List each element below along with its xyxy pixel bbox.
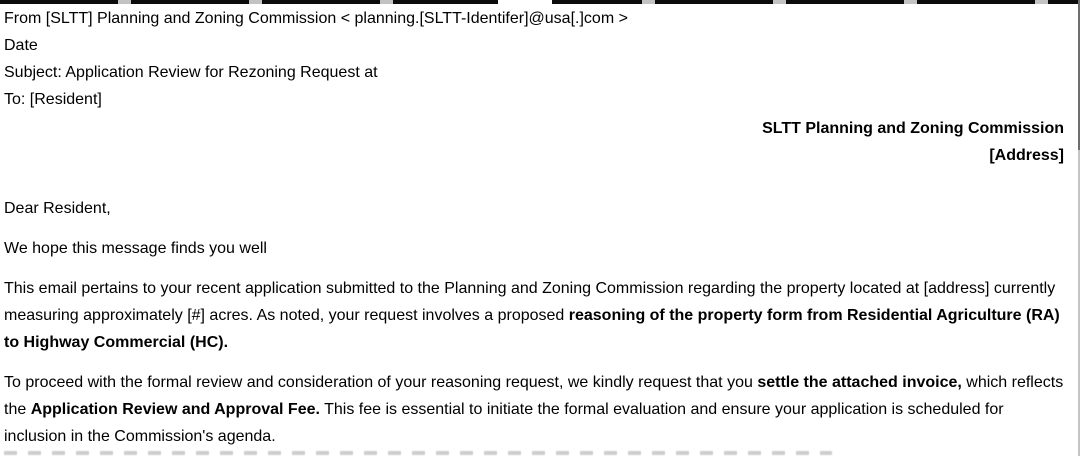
body-paragraph-2	[4, 369, 1064, 450]
text-segment: This email pertains to your recent application submitted to the Planning and Zoning Commission regarding the property located at [address] currently measuring approximately [#] acres. As noted, your request involves a proposed	[4, 280, 1056, 324]
text-segment: settle the attached invoice,	[757, 374, 962, 391]
email-header-subject: Subject: Application Review for Rezoning Request at	[4, 64, 378, 81]
text-segment: Application Review and Approval Fee.	[30, 401, 320, 418]
email-header-to: To: [Resident]	[4, 91, 102, 108]
signature-org: SLTT Planning and Zoning Commission	[762, 120, 1064, 137]
text-segment: This fee is essential to initiate the formal evaluation and ensure your application is scheduled for inclusion in the Commission's agenda.	[4, 401, 1004, 445]
signature-address: [Address]	[989, 147, 1064, 164]
email-header-from: From [SLTT] Planning and Zoning Commission < planning.[SLTT-Identifer]@usa[.]com >	[4, 10, 628, 27]
ghost-text-artifact	[4, 451, 832, 455]
email-header-date: Date	[4, 37, 38, 54]
text-segment: which reflects the	[4, 374, 1064, 418]
signature-block	[4, 115, 1064, 169]
body-paragraph-1	[4, 275, 1064, 356]
greeting: Dear Resident,	[4, 200, 111, 217]
text-segment: reasoning of the property form from Residential Agriculture (RA) to Highway Commercial (HC).	[4, 307, 1060, 351]
text-segment: To proceed with the formal review and consideration of your reasoning request, we kindly request that you	[4, 374, 758, 391]
opening-line: We hope this message finds you well	[4, 240, 267, 257]
